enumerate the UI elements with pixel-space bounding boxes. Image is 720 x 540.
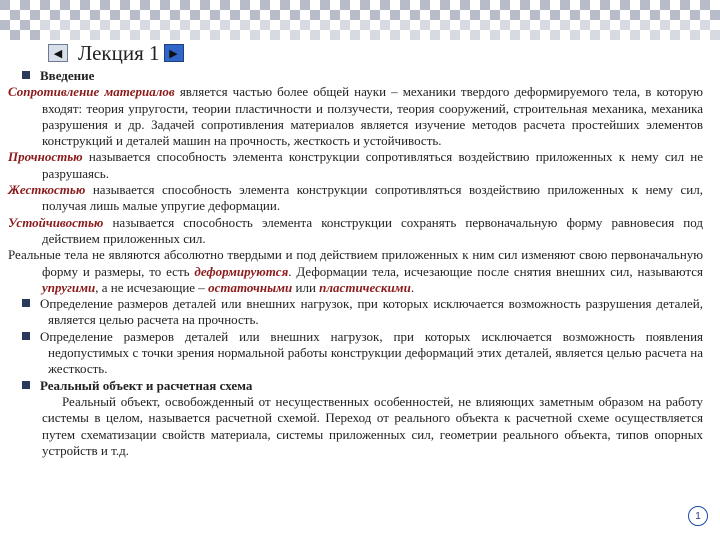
next-slide-button[interactable] <box>164 44 184 62</box>
paragraph-stiffness <box>8 182 703 215</box>
term-stability: Устойчивостью <box>8 214 104 230</box>
paragraph-real-object <box>8 394 703 459</box>
paragraph-text: называется способность элемента конструкции сопротивляться воздействию приложенных к нему сил не разрушаясь. <box>42 149 703 181</box>
page-title: Лекция 1 <box>78 40 160 65</box>
term-stiffness: Жесткостью <box>8 182 86 198</box>
paragraph-text: или <box>292 279 320 295</box>
term-resistance: Сопротивление материалов <box>8 84 175 100</box>
term-residual: остаточными <box>208 279 293 295</box>
paragraph-text: , а не исчезающие – <box>95 279 209 295</box>
bullet-real-object <box>8 378 703 394</box>
intro-bullet <box>8 68 703 84</box>
square-bullet-icon <box>22 332 30 340</box>
bullet-strength-calc <box>8 296 703 329</box>
title-row <box>48 40 184 66</box>
paragraph-text: Реальные тела не являются абсолютно твердыми и под действием приложенных к ним сил изменяют свою первоначальную форму и размеры, то есть <box>8 247 703 279</box>
paragraph-text: называется способность элемента конструкции сохранять первоначальную форму равновесия под действием приложенных сил. <box>42 214 703 246</box>
paragraph-text: . <box>410 279 415 295</box>
checker-pattern <box>0 0 720 42</box>
square-bullet-icon <box>22 299 30 307</box>
page-number-badge: 1 <box>688 506 708 526</box>
paragraph-text: называется способность элемента конструкции сопротивляться воздействию приложенных к нему сил, получая лишь малые упругие деформации. <box>42 182 703 214</box>
paragraph-deformation <box>8 247 703 296</box>
term-deform: деформируются <box>194 263 289 279</box>
chevron-right-icon: ▶ <box>169 46 178 60</box>
term-plastic: пластическими <box>319 279 411 295</box>
paragraph-text: . Деформации тела, исчезающие после снятия внешних сил, называются <box>288 263 703 279</box>
real-object-heading: Реальный объект и расчетная схема <box>40 377 253 393</box>
chevron-left-icon: ◀ <box>53 46 63 60</box>
bullet-stiffness-calc <box>8 329 703 378</box>
paragraph-stability <box>8 215 703 248</box>
bullet-text: Определение размеров деталей или внешних нагрузок, при которых исключается возможность появления недопустимых с точки зрения нормальной работы конструкции деформаций этих деталей, является целью расчета на жесткость. <box>40 328 703 377</box>
square-bullet-icon <box>22 71 30 79</box>
lecture-content <box>8 68 703 459</box>
intro-heading: Введение <box>40 68 95 83</box>
paragraph-strength <box>8 149 703 182</box>
term-strength: Прочностью <box>8 149 83 165</box>
paragraph-resistance <box>8 84 703 149</box>
prev-slide-button[interactable] <box>48 44 68 62</box>
term-elastic: упругими <box>42 279 96 295</box>
square-bullet-icon <box>22 381 30 389</box>
paragraph-text: является частью более общей науки – механики твердого деформируемого тела, в которую входят: теория упругости, теории пластичности и ползучести, теория сооружений, строительная механика, механика разрушения и др. Задачей сопротивления материалов является изучение методов расчета простейших элементов конструкций и деталей машин на прочность, жесткость и устойчивость. <box>42 84 703 149</box>
bullet-text: Определение размеров деталей или внешних нагрузок, при которых исключается возможность разрушения деталей, является целью расчета на прочность. <box>40 296 703 328</box>
paragraph-text: Реальный объект, освобожденный от несущественных особенностей, не влияющих заметным образом на работу системы в целом, называется расчетной схемой. Переход от реального объекта к расчетной схеме осуществляется путем схематизации свойств материала, системы приложенных сил, геометрии реального объекта, типов опорных устройств и т.д. <box>42 393 703 458</box>
